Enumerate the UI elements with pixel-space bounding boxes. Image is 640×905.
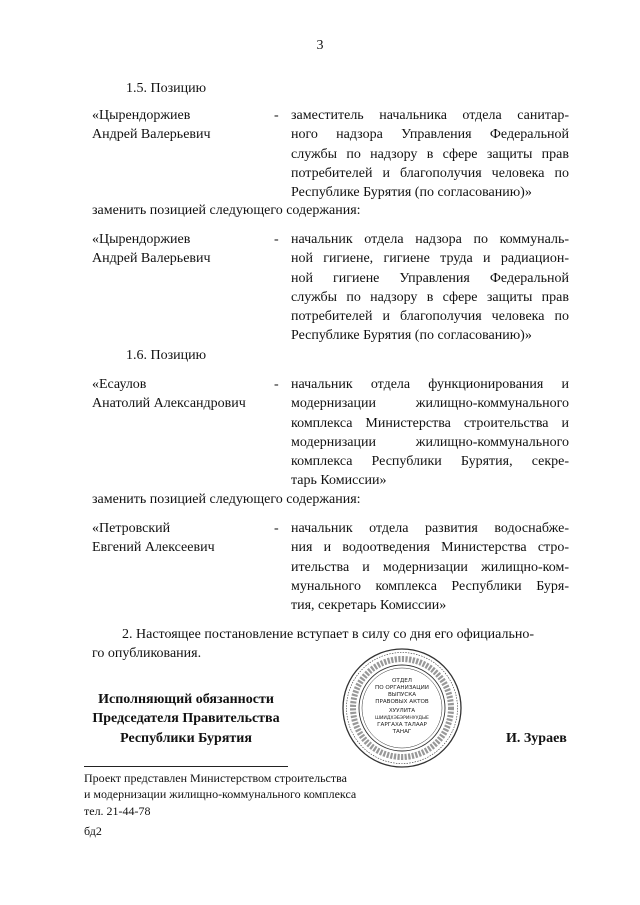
- position-line: начальник отдела надзора по коммуналь-: [291, 232, 569, 247]
- old-member-name: [92, 375, 282, 414]
- signatory-title-line: Исполняющий обязанности: [98, 692, 274, 707]
- old-member-surname: «Есаулов: [92, 377, 147, 392]
- entry-dash: -: [274, 521, 279, 536]
- official-seal-stamp: [340, 646, 464, 770]
- document-code: бд2: [84, 824, 102, 838]
- signatory-title-line: Республики Бурятия: [120, 730, 252, 746]
- position-line: службы по надзору в сфере защиты прав: [291, 146, 569, 162]
- position-line: ной гигиене, гигиене труда и радиацион-: [291, 251, 569, 267]
- position-line: службы по надзору в сфере защиты прав: [291, 289, 569, 305]
- old-member-position: [291, 106, 569, 202]
- new-member-name: [92, 230, 282, 269]
- signatory-title-line: Председателя Правительства: [92, 711, 280, 727]
- position-line: модернизации жилищно-коммунального: [291, 434, 569, 450]
- entry-dash: -: [274, 377, 279, 392]
- old-member-surname: «Цырендоржиев: [92, 108, 191, 123]
- new-member-surname: «Петровский: [92, 521, 171, 536]
- position-line: модернизации жилищно-коммунального: [291, 396, 569, 412]
- position-line: комплекса Министерства строительства и: [291, 415, 569, 431]
- footer-line: тел. 21-44-78: [84, 803, 151, 818]
- position-line: тия, секретарь Комиссии»: [291, 598, 447, 614]
- old-member-given-names: Анатолий Александрович: [92, 396, 246, 412]
- section-1-6-heading: 1.6. Позицию: [126, 348, 207, 363]
- clause-2-line: го опубликования.: [92, 646, 202, 662]
- old-member-name: [92, 106, 282, 145]
- footnote-divider: [84, 766, 288, 767]
- position-line: комплекса Республики Бурятия, секре-: [291, 454, 569, 470]
- position-line: мунального комплекса Республики Буря-: [291, 578, 569, 594]
- new-member-position: [291, 519, 569, 615]
- position-line: начальник отдела функционирования и: [291, 377, 569, 392]
- old-member-given-names: Андрей Валерьевич: [92, 127, 211, 143]
- section-1-5-heading: 1.5. Позицию: [126, 81, 207, 96]
- seal-line: ГАРГАХА ТАЛААР: [377, 722, 427, 728]
- position-line: заместитель начальника отдела санитар-: [291, 108, 569, 123]
- seal-line: ШИИДХЭБЭРИНУУДЫЕ: [375, 716, 429, 721]
- seal-line: ПО ОРГАНИЗАЦИИ: [375, 685, 429, 691]
- old-member-position: [291, 375, 569, 491]
- position-line: Республике Бурятия (по согласованию)»: [291, 328, 532, 344]
- new-member-name: [92, 519, 282, 558]
- seal-line: ХУУЛИТА: [388, 708, 416, 714]
- replace-label: заменить позицией следующего содержания:: [92, 492, 361, 507]
- seal-line: ОТДЕЛ: [392, 678, 412, 684]
- new-member-given-names: Евгений Алексеевич: [92, 540, 215, 556]
- new-member-surname: «Цырендоржиев: [92, 232, 191, 247]
- position-line: тарь Комиссии»: [291, 473, 387, 489]
- position-line: ного надзора Управления Федеральной: [291, 127, 569, 143]
- footer-line: Проект представлен Министерством строительства: [84, 771, 347, 785]
- position-line: ительства и модернизации жилищно-ком-: [291, 559, 569, 575]
- position-line: начальник отдела развития водоснабже-: [291, 521, 569, 536]
- entry-dash: -: [274, 232, 279, 247]
- clause-2: [92, 625, 570, 664]
- position-line: ния и водоотведения Министерства стро-: [291, 540, 569, 556]
- signatory-name: И. Зураев: [506, 731, 567, 746]
- position-line: ной гигиене Управления Федеральной: [291, 270, 569, 286]
- signatory-title: [80, 690, 292, 748]
- position-line: потребителей и благополучия человека по: [291, 309, 569, 325]
- clause-2-line: 2. Настоящее постановление вступает в силу со дня его официально-: [122, 627, 535, 642]
- position-line: Республике Бурятия (по согласованию)»: [291, 185, 532, 201]
- seal-line: ТАНАГ: [392, 729, 412, 735]
- replace-label: заменить позицией следующего содержания:: [92, 203, 361, 218]
- new-member-given-names: Андрей Валерьевич: [92, 251, 211, 267]
- position-line: потребителей и благополучия человека по: [291, 165, 569, 181]
- footer-line: и модернизации жилищно-коммунального комплекса: [84, 787, 357, 802]
- new-member-position: [291, 230, 569, 346]
- footer-note: [84, 770, 356, 819]
- page-number: 3: [316, 38, 324, 53]
- seal-line: ВЫПУСКА: [387, 692, 417, 698]
- entry-dash: -: [274, 108, 279, 123]
- seal-line: ПРАВОВЫХ АКТОВ: [375, 699, 429, 705]
